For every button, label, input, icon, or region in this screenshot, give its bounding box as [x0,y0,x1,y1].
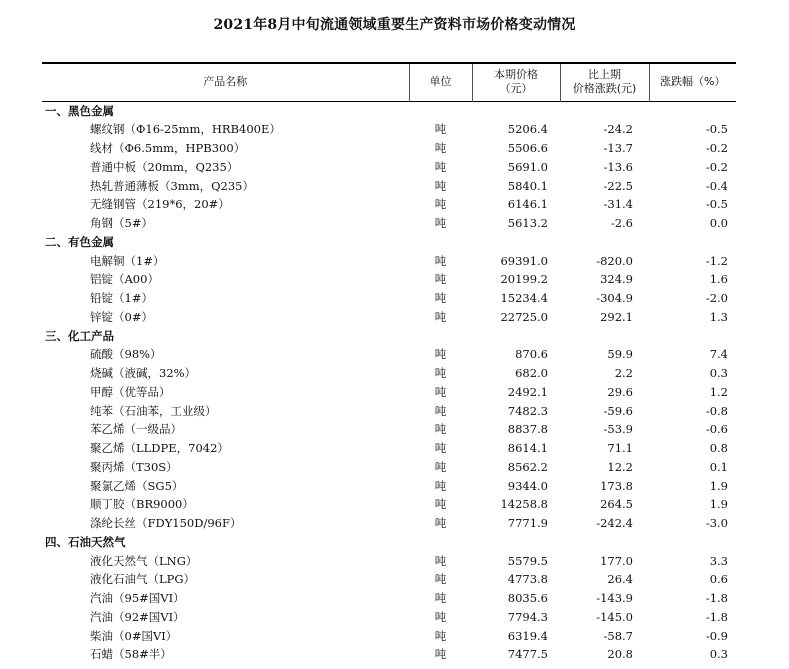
change-cell: -24.2 [603,122,633,137]
table-body [42,101,736,664]
product-name: 普通中板（20mm，Q235） [90,159,239,174]
change-cell: -31.4 [603,197,633,212]
product-name: 纯苯（石油苯，工业级） [90,403,217,418]
change-cell: -13.7 [603,141,633,155]
change-cell: 71.1 [607,441,633,455]
price-cell: 8562.2 [507,459,548,474]
unit-cell: 吨 [434,647,447,662]
table-row [42,345,736,364]
change-cell: 26.4 [607,572,633,587]
price-cell: 15234.4 [500,291,548,305]
header-current-price-line2: （元） [499,82,533,96]
price-cell: 5613.2 [507,216,548,230]
table-row [42,308,736,327]
page-title: 2021年8月中旬流通领域重要生产资料市场价格变动情况 [213,17,576,33]
table-row [42,552,736,571]
change-cell: 2.2 [614,366,633,380]
table-row [42,177,736,196]
percent-cell: 3.3 [709,553,728,568]
percent-cell: 0.8 [709,441,728,455]
category-row [42,101,736,120]
percent-cell: 0.0 [709,216,728,230]
product-name: 汽油（92#国VI） [90,609,185,624]
percent-cell: 1.9 [709,497,728,512]
percent-cell: 0.1 [709,459,728,474]
percent-cell: -0.9 [705,628,728,643]
category-title: 一、黑色金属 [45,103,114,118]
table-row [42,364,736,383]
change-cell: 12.2 [607,459,633,474]
unit-cell: 吨 [434,291,447,305]
price-cell: 69391.0 [500,253,548,268]
table-row [42,252,736,271]
percent-cell: 1.2 [709,384,728,399]
price-cell: 682.0 [515,366,548,380]
change-cell: 264.5 [600,497,633,512]
change-cell: -58.7 [603,628,633,643]
change-cell: -145.0 [596,609,633,624]
unit-cell: 吨 [434,628,447,643]
percent-cell: 1.3 [709,309,728,324]
unit-cell: 吨 [434,553,447,568]
percent-cell: -0.8 [705,403,728,418]
change-cell: -820.0 [596,253,633,268]
product-name: 电解铜（1#） [90,253,165,268]
price-cell: 8614.1 [507,441,548,455]
unit-cell: 吨 [434,591,447,605]
unit-cell: 吨 [434,422,447,437]
change-cell: -304.9 [596,291,633,305]
price-cell: 2492.1 [507,384,548,399]
change-cell: 177.0 [600,553,633,568]
product-name: 烧碱（液碱，32%） [90,366,197,380]
product-name: 液化石油气（LPG） [90,572,196,587]
product-name: 热轧普通薄板（3mm，Q235） [90,178,255,193]
price-cell: 8837.8 [507,422,548,437]
category-row [42,533,736,552]
product-name: 锌锭（0#） [90,309,153,324]
product-name: 聚乙烯（LLDPE，7042） [90,441,229,455]
price-cell: 8035.6 [507,591,548,605]
product-name: 液化天然气（LNG） [90,553,198,568]
price-cell: 14258.8 [500,497,548,512]
change-cell: -22.5 [603,178,633,193]
unit-cell: 吨 [434,216,447,230]
unit-cell: 吨 [434,572,447,587]
table-row [42,139,736,158]
category-row [42,233,736,252]
price-cell: 5691.0 [507,159,548,174]
price-cell: 6319.4 [507,628,548,643]
table-row [42,627,736,646]
unit-cell: 吨 [434,459,447,474]
change-cell: 59.9 [607,347,633,362]
product-name: 线材（Φ6.5mm，HPB300） [90,141,246,155]
price-table [42,62,736,664]
product-name: 螺纹钢（Φ16-25mm，HRB400E） [90,122,281,137]
table-row [42,383,736,402]
change-cell: -59.6 [603,403,633,418]
table-header [42,63,736,101]
price-cell: 5506.6 [507,141,548,155]
header-product-name: 产品名称 [203,75,248,89]
percent-cell: -1.8 [705,609,728,624]
table-row [42,439,736,458]
category-title: 四、石油天然气 [45,534,126,549]
unit-cell: 吨 [434,441,447,455]
price-cell: 7771.9 [507,516,548,530]
product-name: 石蜡（58#半） [90,647,172,662]
price-cell: 7477.5 [507,647,548,662]
percent-cell: -0.5 [705,122,728,137]
table-row [42,402,736,421]
change-cell: -13.6 [603,159,633,174]
product-name: 无缝钢管（219*6，20#） [90,197,230,212]
header-change-percent: 涨跌幅（%） [649,63,736,101]
product-name: 甲醇（优等品） [90,384,171,399]
table-row [42,120,736,139]
percent-cell: -0.4 [705,178,728,193]
header-current-price-line1: 本期价格 [494,68,538,82]
change-cell: 292.1 [600,309,633,324]
change-cell: 20.8 [607,647,633,662]
unit-cell: 吨 [434,122,447,137]
table-row [42,514,736,533]
unit-cell: 吨 [434,478,447,493]
category-title: 三、化工产品 [45,328,114,343]
change-cell: -53.9 [603,422,633,437]
percent-cell: -0.5 [705,197,728,212]
table-row [42,289,736,308]
product-name: 硫酸（98%） [90,347,162,362]
header-price-change [560,63,649,101]
change-cell: 173.8 [600,478,633,493]
unit-cell: 吨 [434,347,447,362]
table-row [42,608,736,627]
price-cell: 5206.4 [507,122,548,137]
table-row [42,270,736,289]
price-cell: 6146.1 [507,197,548,212]
unit-cell: 吨 [434,178,447,193]
percent-cell: -0.2 [705,159,728,174]
unit-cell: 吨 [434,497,447,512]
product-name: 聚氯乙烯（SG5） [90,478,184,493]
unit-cell: 吨 [434,403,447,418]
percent-cell: 7.4 [709,347,728,362]
header-unit: 单位 [409,63,472,101]
percent-cell: 1.6 [709,272,728,287]
category-row [42,327,736,346]
percent-cell: -0.2 [705,141,728,155]
product-name: 涤纶长丝（FDY150D/96F） [90,516,242,530]
table-row [42,589,736,608]
product-name: 顺丁胶（BR9000） [90,497,194,512]
price-cell: 4773.8 [507,572,548,587]
unit-cell: 吨 [434,384,447,399]
price-cell: 7482.3 [507,403,548,418]
unit-cell: 吨 [434,272,447,287]
product-name: 角钢（5#） [90,216,153,230]
header-current-price [472,63,560,101]
category-title: 二、有色金属 [45,234,114,249]
unit-cell: 吨 [434,309,447,324]
price-cell: 22725.0 [500,309,548,324]
price-cell: 9344.0 [507,478,548,493]
percent-cell: 0.3 [709,366,728,380]
price-cell: 5579.5 [507,553,548,568]
table-row [42,158,736,177]
product-name: 苯乙烯（一级品） [90,422,182,437]
header-price-change-line2: 价格涨跌(元) [572,82,637,96]
percent-cell: -3.0 [705,516,728,530]
product-name: 聚丙烯（T30S） [90,459,178,474]
product-name: 铝锭（A00） [90,272,159,287]
percent-cell: -2.0 [705,291,728,305]
percent-cell: -1.8 [705,591,728,605]
price-cell: 20199.2 [500,272,548,287]
product-name: 铅锭（1#） [90,291,153,305]
product-name: 柴油（0#国VI） [90,628,178,643]
change-cell: -143.9 [596,591,633,605]
table-row [42,570,736,589]
unit-cell: 吨 [434,141,447,155]
unit-cell: 吨 [434,159,447,174]
unit-cell: 吨 [434,197,447,212]
percent-cell: 0.3 [709,647,728,662]
percent-cell: 1.9 [709,478,728,493]
table-row [42,495,736,514]
change-cell: -242.4 [596,516,633,530]
price-cell: 7794.3 [507,609,548,624]
percent-cell: -0.6 [705,422,728,437]
change-cell: 324.9 [600,272,633,287]
price-cell: 870.6 [515,347,548,362]
table-row [42,645,736,664]
header-price-change-line1: 比上期 [588,68,621,82]
product-name: 汽油（95#国VI） [90,591,185,605]
table-row [42,195,736,214]
unit-cell: 吨 [434,366,447,380]
table-row [42,420,736,439]
unit-cell: 吨 [434,609,447,624]
percent-cell: 0.6 [709,572,728,587]
table-row [42,214,736,233]
unit-cell: 吨 [434,253,447,268]
change-cell: 29.6 [607,384,633,399]
change-cell: -2.6 [610,216,633,230]
table-row [42,477,736,496]
price-cell: 5840.1 [507,178,548,193]
unit-cell: 吨 [434,516,447,530]
percent-cell: -1.2 [705,253,728,268]
table-row [42,458,736,477]
